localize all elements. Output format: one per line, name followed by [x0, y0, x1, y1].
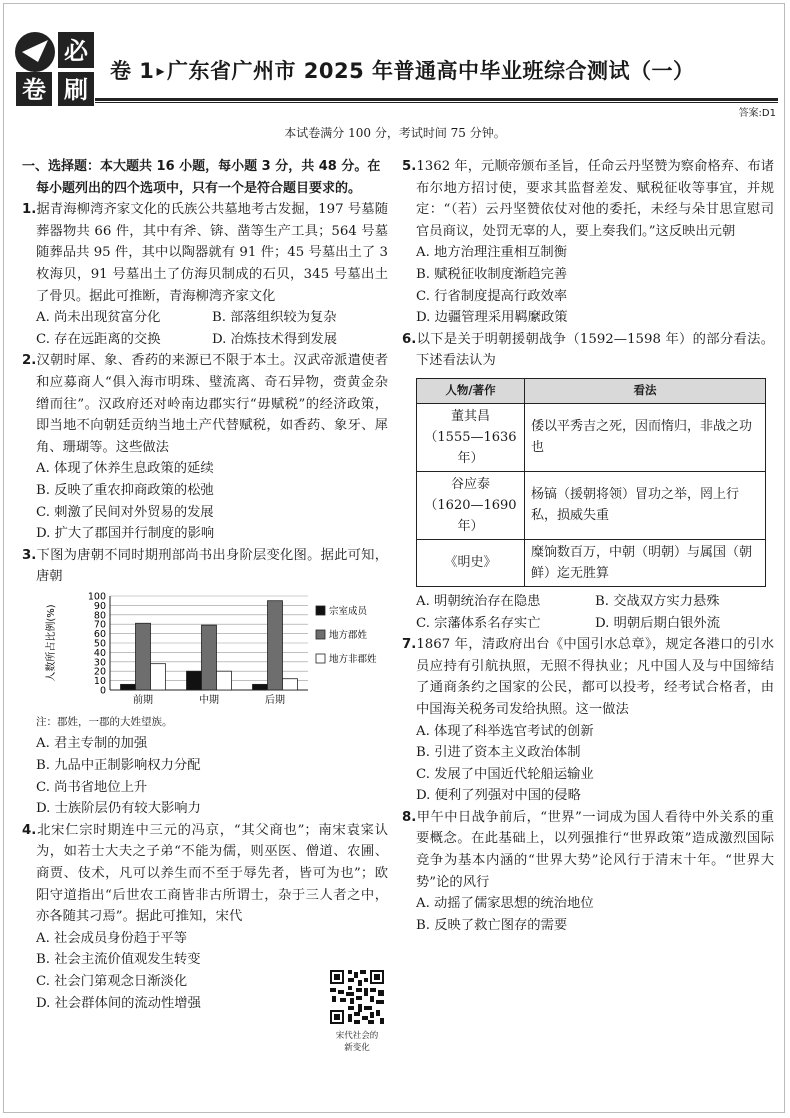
y-tick-label: 100 [87, 591, 106, 603]
table-header-person: 人物/著作 [417, 378, 525, 403]
bar [253, 684, 268, 690]
question-stem: 汉朝时犀、象、香药的来源已不限于本土。汉武帝派遣使者和应募商人“俱入海市明珠、璧流离、奇石异物，赍黄金杂缯而往”。汉政府还对岭南边郡实行“毋赋税”的经济政策，即当地不向朝廷贡纳当地土产代替赋税，如香药、象牙、犀角、珊瑚等。这些做法 [36, 353, 388, 455]
option-b[interactable]: B. 社会主流价值观发生转变 [36, 952, 201, 968]
option-a[interactable]: A. 君主专制的加强 [36, 736, 148, 752]
person-years: （1555—1636 年） [424, 429, 517, 466]
question-3 [22, 545, 388, 588]
option-c[interactable]: C. 社会门第观念日渐淡化 [36, 974, 188, 989]
volume-number: 卷 1 [110, 59, 155, 83]
y-tick-label: 90 [93, 600, 106, 612]
legend-label: 宗室成员 [329, 605, 368, 617]
option-b[interactable]: B. 赋税征收制度渐趋完善 [416, 266, 568, 282]
views-table [416, 378, 766, 587]
option-d[interactable]: D. 社会群体间的流动性增强 [36, 995, 201, 1011]
view-cell: 杨镐（援朝将领）冒功之举，罔上行私，损威失重 [525, 471, 766, 539]
y-tick-label: 60 [93, 628, 106, 640]
option-c[interactable]: C. 尚书省地位上升 [36, 779, 148, 795]
option-b[interactable]: B. 交战双方实力悬殊 [595, 593, 720, 609]
question-stem: 下图为唐朝不同时期刑部尚书出身阶层变化图。据此可知，唐朝 [36, 547, 388, 585]
y-tick-label: 0 [99, 685, 106, 697]
exam-instructions: 本试卷满分 100 分，考试时间 75 分钟。 [284, 126, 506, 140]
y-tick-label: 10 [93, 675, 106, 687]
bar-chart [36, 592, 388, 710]
question-5 [402, 156, 774, 242]
option-c[interactable]: C. 行省制度提高行政效率 [416, 288, 568, 304]
section-heading: 一、选择题：本大题共 16 小题，每小题 3 分，共 48 分。在每小题列出的四个选项中，只有一个是符合题目要求的。 [22, 159, 381, 196]
bar-chart-svg [36, 592, 388, 710]
options-row [22, 329, 388, 351]
y-axis-label: 人数所占比例(%) [46, 604, 57, 682]
option-a[interactable]: A. 社会成员身份趋于平等 [36, 930, 188, 946]
question-stem: 据青海柳湾齐家文化的氏族公共墓地考古发掘，197 号墓随葬器物共 66 件，其中有斧、锛、凿等生产工具；564 号墓随葬品共 95 件，其中以陶器就有 91 件；45 号墓出土了 3 枚海贝，91 号墓出土了仿海贝制成的石贝，345 号墓出土了骨贝。据此可推断，青海柳湾齐家文化 [36, 202, 388, 304]
option-a[interactable]: A. 地方治理注重相互制衡 [416, 245, 568, 261]
option-c[interactable]: C. 存在远距离的交换 [36, 331, 161, 347]
qr-caption-line-2: 新变化 [344, 1043, 370, 1053]
question-2 [22, 350, 388, 458]
bar [202, 625, 217, 690]
option-c[interactable]: C. 刺激了民间对外贸易的发展 [36, 504, 214, 520]
header-rule [95, 98, 778, 101]
qr-code-block [328, 968, 386, 1054]
badge-left-char: 卷 [22, 76, 46, 104]
person-years: （1620—1690 年） [424, 497, 517, 534]
bar [151, 664, 166, 690]
question-number: 1. [22, 202, 37, 218]
question-number: 7. [402, 637, 417, 653]
paper-title [110, 56, 750, 84]
option-d[interactable]: D. 冶炼技术得到发展 [212, 331, 338, 347]
right-column [402, 156, 774, 936]
book-series-logo [12, 28, 98, 108]
bar [187, 671, 202, 690]
question-number: 3. [22, 547, 37, 563]
legend-swatch [316, 630, 325, 639]
person-cell [417, 471, 525, 539]
option-b[interactable]: B. 反映了救亡图存的需要 [416, 917, 568, 933]
options-row [402, 591, 774, 613]
question-7 [402, 634, 774, 720]
question-stem: 北宋仁宗时期连中三元的冯京，“其父商也”；南宋袁寀认为，如若士大夫之子弟“不能为儒，则巫医、僧道、农圃、商贾、伎术，凡可以养生而不至于辱先者，皆可为也”；欧阳守道指出“后世农工商皆非古所谓士，杂于三人者之中，亦各随其刁焉”。据此可推知，宋代 [36, 822, 388, 925]
question-stem: 甲午中日战争前后，“世界”一词成为国人看待中外关系的重要概念。在此基础上，以列强推行“世界政策”造成激烈国际竞争为基本内涵的“世界大势”论风行于清末十年。“世界大势”论的风行 [416, 809, 774, 890]
option-b[interactable]: B. 九品中正制影响权力分配 [36, 758, 201, 774]
question-stem: 以下是关于明朝援朝战争（1592—1598 年）的部分看法。下述看法认为 [416, 331, 774, 369]
question-stem: 1362 年，元顺帝颁布圣旨，任命云丹坚赞为察俞格弃、布诸布尔地方招讨使，要求其监督差发、赋税征收等事宜，并规定：“（若）云丹坚赞依仗对他的委托，未经与朵甘思宣慰司官员商议，处罚无辜的人，要上奏我们。”这反映出元朝 [416, 159, 774, 239]
qr-caption-line-1: 宋代社会的 [335, 1031, 379, 1041]
bar [136, 623, 151, 690]
view-cell: 糜饷数百万，中朝（明朝）与属国（朝鲜）迄无胜算 [525, 539, 766, 586]
bar [217, 671, 232, 690]
question-8 [402, 807, 774, 893]
option-d[interactable]: D. 边疆管理采用羁縻政策 [416, 310, 568, 326]
left-column [22, 156, 388, 1014]
y-tick-label: 70 [93, 619, 106, 631]
bar [121, 684, 136, 690]
option-b[interactable]: B. 引进了资本主义政治体制 [416, 745, 581, 761]
person-name: 谷应泰 [450, 476, 490, 492]
y-tick-label: 50 [93, 638, 106, 650]
option-c[interactable]: C. 宗藩体系名存实亡 [416, 615, 541, 631]
option-d[interactable]: D. 士族阶层仍有较大影响力 [36, 801, 201, 817]
badge-top-char: 必 [64, 37, 88, 65]
bar [268, 601, 283, 690]
x-tick-label: 中期 [199, 694, 219, 706]
question-number: 5. [402, 159, 417, 174]
y-tick-label: 20 [93, 666, 106, 678]
option-d[interactable]: D. 明朝后期白银外流 [595, 615, 721, 631]
table-header-view: 看法 [525, 378, 766, 403]
option-c[interactable]: C. 发展了中国近代轮船运输业 [416, 766, 594, 782]
question-stem: 1867 年，清政府出台《中国引水总章》，规定各港口的引水员应持有引航执照，无照不得执业；凡中国人及与中国缔结了通商条约之国家的公民，都可以投考，经考试合格者，由中国海关税务司发给执照。这一做法 [416, 637, 774, 717]
header-rule-thin [95, 102, 778, 103]
y-tick-label: 80 [93, 610, 106, 622]
chart-note: 注：郡姓，一郡的大姓望族。 [36, 715, 173, 728]
person-name: 董其昌 [450, 408, 490, 424]
y-tick-label: 40 [93, 647, 106, 659]
legend-swatch [316, 654, 325, 663]
badge-right-char: 刷 [64, 76, 88, 104]
option-b[interactable]: B. 部落组织较为复杂 [212, 310, 337, 326]
exam-title: 广东省广州市 2025 年普通高中毕业班综合测试（一） [166, 59, 695, 83]
legend-label: 地方非郡姓 [329, 653, 377, 665]
option-d[interactable]: D. 便利了列强对中国的侵略 [416, 788, 581, 804]
option-a[interactable]: A. 明朝统治存在隐患 [416, 593, 541, 609]
options-row [22, 307, 388, 329]
option-a[interactable]: A. 体现了休养生息政策的延续 [36, 461, 214, 477]
question-4 [22, 820, 388, 928]
option-a[interactable]: A. 尚未出现贫富分化 [36, 310, 161, 326]
table-row [417, 471, 766, 539]
x-tick-label: 前期 [133, 694, 153, 706]
bar [283, 679, 298, 690]
question-number: 8. [402, 809, 417, 825]
triangle-arrow-icon: ▸ [156, 60, 165, 80]
option-a[interactable]: A. 体现了科举选官考试的创新 [416, 723, 594, 739]
options-row [402, 613, 774, 635]
qr-code-icon[interactable] [328, 968, 386, 1026]
question-number: 4. [22, 822, 37, 838]
person-cell [417, 403, 525, 471]
legend-swatch [316, 606, 325, 615]
option-b[interactable]: B. 反映了重农抑商政策的松弛 [36, 482, 214, 498]
view-cell: 倭以平秀吉之死，因而惰归，非战之功也 [525, 403, 766, 471]
option-d[interactable]: D. 扩大了郡国并行制度的影响 [36, 526, 215, 542]
y-tick-label: 30 [93, 657, 106, 669]
question-1 [22, 199, 388, 307]
person-cell: 《明史》 [417, 539, 525, 586]
question-number: 6. [402, 331, 417, 347]
table-header-row [417, 378, 766, 403]
question-number: 2. [22, 353, 37, 369]
x-tick-label: 后期 [265, 694, 285, 706]
table-row [417, 539, 766, 586]
table-row [417, 403, 766, 471]
question-6 [402, 329, 774, 372]
legend-label: 地方郡姓 [329, 629, 368, 641]
option-a[interactable]: A. 动摇了儒家思想的统治地位 [416, 896, 594, 912]
answer-code: 答案:D1 [738, 108, 776, 119]
